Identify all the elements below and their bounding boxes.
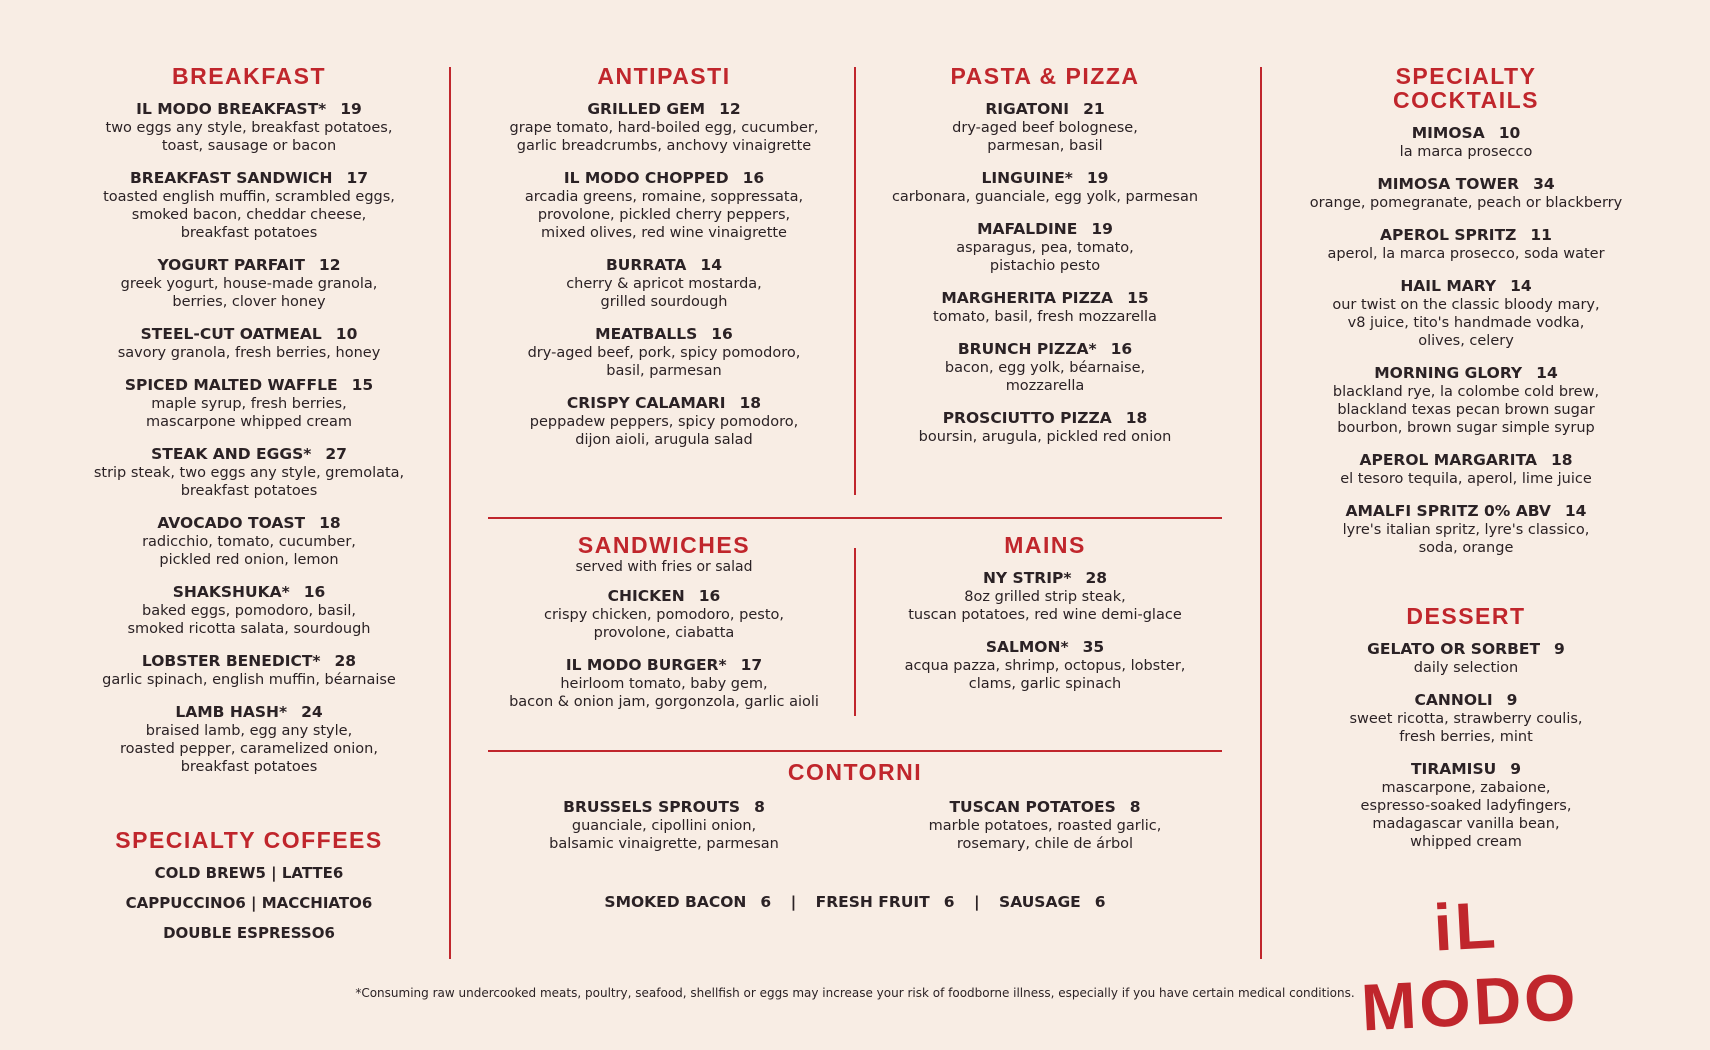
menu-item xyxy=(488,325,840,380)
item-name: CHICKEN xyxy=(607,587,685,605)
section-title: BREAKFAST xyxy=(171,63,327,89)
menu-item xyxy=(488,169,840,242)
item-description: arcadia greens, romaine, soppressata, provolone, pickled cherry peppers, mixed olives, red wine vinaigrette xyxy=(524,189,804,241)
menu-item xyxy=(82,256,416,311)
item-head xyxy=(488,798,840,817)
item-price: 15 xyxy=(351,376,374,394)
item-head xyxy=(1296,640,1636,659)
item-description: lyre's italian spritz, lyre's classico, soda, orange xyxy=(1342,522,1590,556)
item-head xyxy=(82,256,416,275)
menu-item xyxy=(1296,364,1636,437)
menu-item xyxy=(82,445,416,500)
contorni-section xyxy=(488,760,1222,796)
menu-item xyxy=(1296,502,1636,557)
item-name: AVOCADO TOAST xyxy=(157,514,306,532)
menu-item xyxy=(82,100,416,155)
menu-item xyxy=(82,652,416,689)
item-name: BRUNCH PIZZA* xyxy=(957,340,1097,358)
menu-item xyxy=(1296,691,1636,746)
item-description: blackland rye, la colombe cold brew, blackland texas pecan brown sugar bourbon, brown sugar simple syrup xyxy=(1332,384,1600,436)
item-price: 17 xyxy=(740,656,763,674)
menu-item xyxy=(874,220,1216,275)
item-price: 28 xyxy=(334,652,357,670)
coffee-line xyxy=(82,858,416,888)
item-name: RIGATONI xyxy=(985,100,1070,118)
footnote: *Consuming raw undercooked meats, poultry, seafood, shellfish or eggs may increase your risk of foodborne illness, especially if you have certain medical conditions. xyxy=(355,986,1355,1000)
item-head xyxy=(82,376,416,395)
breakfast-section xyxy=(82,64,416,790)
divider-horizontal-top xyxy=(488,517,1222,519)
menu-item xyxy=(1296,226,1636,263)
item-name: IL MODO CHOPPED xyxy=(563,169,729,187)
item-description: strip steak, two eggs any style, gremolata, breakfast potatoes xyxy=(93,465,405,499)
coffee-line xyxy=(82,918,416,948)
menu-item xyxy=(82,169,416,242)
item-head xyxy=(82,652,416,671)
item-price: 14 xyxy=(1536,364,1558,382)
item-price: 9 xyxy=(1510,760,1521,778)
menu-item xyxy=(82,376,416,431)
item-head xyxy=(488,656,840,675)
menu-item xyxy=(488,798,840,853)
menu-item xyxy=(1296,640,1636,677)
item-description: toasted english muffin, scrambled eggs, smoked bacon, cheddar cheese, breakfast potatoes xyxy=(103,189,395,241)
item-description: orange, pomegranate, peach or blackberry xyxy=(1309,195,1623,211)
item-head xyxy=(874,569,1216,588)
item-price: 28 xyxy=(1085,569,1108,587)
item-head xyxy=(82,703,416,722)
item-name: TUSCAN POTATOES xyxy=(949,798,1116,816)
menu-item xyxy=(82,514,416,569)
item-name: LOBSTER BENEDICT* xyxy=(141,652,321,670)
item-description: radicchio, tomato, cucumber, pickled red onion, lemon xyxy=(142,534,356,568)
coffee-name: LATTE xyxy=(281,864,333,882)
item-name: IL MODO BURGER* xyxy=(565,656,727,674)
menu-item xyxy=(874,289,1216,326)
item-price: 27 xyxy=(325,445,347,463)
item-description: mascarpone, zabaione, espresso-soaked ladyfingers, madagascar vanilla bean, whipped cream xyxy=(1360,780,1572,850)
item-name: IL MODO BREAKFAST* xyxy=(136,100,327,118)
item-price: 14 xyxy=(1564,502,1587,520)
item-description: our twist on the classic bloody mary, v8 juice, tito's handmade vodka, olives, celery xyxy=(1332,297,1600,349)
item-name: GELATO OR SORBET xyxy=(1367,640,1541,658)
item-price: 12 xyxy=(318,256,341,274)
item-description: peppadew peppers, spicy pomodoro, dijon aioli, arugula salad xyxy=(529,414,799,448)
item-head xyxy=(82,100,416,119)
item-name: LINGUINE* xyxy=(981,169,1073,187)
side-price: 6 xyxy=(1094,893,1106,911)
item-head xyxy=(488,169,840,188)
item-name: MIMOSA xyxy=(1411,124,1485,142)
item-name: CRISPY CALAMARI xyxy=(566,394,726,412)
item-head xyxy=(1296,277,1636,296)
section-subtitle: served with fries or salad xyxy=(575,559,753,575)
item-price: 34 xyxy=(1533,175,1555,193)
coffee-name: MACCHIATO xyxy=(261,894,362,912)
item-price: 14 xyxy=(1510,277,1532,295)
item-name: SPICED MALTED WAFFLE xyxy=(124,376,338,394)
section-title: CONTORNI xyxy=(787,759,923,785)
item-description: guanciale, cipollini onion, balsamic vinaigrette, parmesan xyxy=(549,818,779,852)
item-price: 16 xyxy=(1110,340,1133,358)
item-description: carbonara, guanciale, egg yolk, parmesan xyxy=(891,189,1199,205)
item-head xyxy=(874,340,1216,359)
item-head xyxy=(1296,502,1636,521)
side-price: 6 xyxy=(760,893,772,911)
item-head xyxy=(488,256,840,275)
item-head xyxy=(874,638,1216,657)
item-head xyxy=(82,325,416,344)
coffee-price: 5 xyxy=(255,864,266,882)
item-name: BURRATA xyxy=(605,256,687,274)
item-description: cherry & apricot mostarda, grilled sourdough xyxy=(566,276,762,310)
item-head xyxy=(1296,451,1636,470)
item-name: MAFALDINE xyxy=(977,220,1078,238)
item-price: 8 xyxy=(1129,798,1141,816)
separator: | xyxy=(790,893,797,911)
side-name: FRESH FRUIT xyxy=(815,893,930,911)
item-price: 8 xyxy=(754,798,765,816)
item-price: 11 xyxy=(1530,226,1552,244)
item-price: 14 xyxy=(700,256,722,274)
menu-item xyxy=(874,409,1216,446)
coffees-section xyxy=(82,828,416,948)
item-description: la marca prosecco xyxy=(1399,144,1533,160)
sides-line xyxy=(488,893,1222,911)
menu-item xyxy=(1296,277,1636,350)
divider-left xyxy=(449,67,451,959)
item-price: 9 xyxy=(1506,691,1518,709)
item-name: LAMB HASH* xyxy=(175,703,288,721)
coffee-name: DOUBLE ESPRESSO xyxy=(163,924,325,942)
item-head xyxy=(874,289,1216,308)
item-price: 18 xyxy=(1125,409,1148,427)
item-head xyxy=(488,100,840,119)
menu-item xyxy=(1296,760,1636,851)
item-price: 19 xyxy=(1086,169,1109,187)
divider-center-top xyxy=(854,67,856,495)
menu-list xyxy=(488,587,840,711)
menu-list xyxy=(1296,640,1636,851)
item-name: TIRAMISU xyxy=(1410,760,1497,778)
separator: | xyxy=(251,894,257,912)
item-head xyxy=(874,100,1216,119)
item-description: marble potatoes, roasted garlic, rosemary, chile de árbol xyxy=(928,818,1162,852)
menu-item xyxy=(874,340,1216,395)
menu-list xyxy=(488,100,840,449)
item-price: 17 xyxy=(346,169,369,187)
item-name: BRUSSELS SPROUTS xyxy=(563,798,741,816)
antipasti-section xyxy=(488,64,840,463)
item-name: SALMON* xyxy=(985,638,1069,656)
item-description: daily selection xyxy=(1413,660,1519,676)
item-price: 18 xyxy=(1550,451,1573,469)
item-description: garlic spinach, english muffin, béarnaise xyxy=(102,672,396,688)
item-price: 19 xyxy=(340,100,362,118)
item-price: 18 xyxy=(319,514,341,532)
coffee-line xyxy=(82,888,416,918)
item-price: 10 xyxy=(335,325,358,343)
mains-section xyxy=(874,533,1216,707)
contorni-item-right xyxy=(874,798,1216,867)
item-description: savory granola, fresh berries, honey xyxy=(117,345,381,361)
section-title: DESSERT xyxy=(1406,603,1526,629)
item-head xyxy=(1296,760,1636,779)
item-description: maple syrup, fresh berries, mascarpone whipped cream xyxy=(146,396,352,430)
item-name: BREAKFAST SANDWICH xyxy=(129,169,333,187)
item-head xyxy=(1296,364,1636,383)
item-description: sweet ricotta, strawberry coulis, fresh berries, mint xyxy=(1349,711,1583,745)
item-description: bacon, egg yolk, béarnaise, mozzarella xyxy=(944,360,1146,394)
menu-item xyxy=(488,394,840,449)
coffee-price: 6 xyxy=(361,894,373,912)
item-name: HAIL MARY xyxy=(1400,277,1497,295)
coffee-price: 6 xyxy=(332,864,344,882)
coffee-name: CAPPUCCINO xyxy=(125,894,236,912)
item-name: PROSCIUTTO PIZZA xyxy=(942,409,1112,427)
item-head xyxy=(82,514,416,533)
item-name: SHAKSHUKA* xyxy=(172,583,290,601)
item-price: 19 xyxy=(1091,220,1113,238)
item-price: 10 xyxy=(1498,124,1521,142)
menu-item xyxy=(874,100,1216,155)
menu-item xyxy=(82,583,416,638)
item-description: crispy chicken, pomodoro, pesto, provolone, ciabatta xyxy=(543,607,784,641)
separator: | xyxy=(973,893,980,911)
item-head xyxy=(82,583,416,602)
item-description: aperol, la marca prosecco, soda water xyxy=(1327,246,1605,262)
side-price: 6 xyxy=(943,893,955,911)
menu-item xyxy=(488,587,840,642)
item-head xyxy=(488,587,840,606)
item-description: tomato, basil, fresh mozzarella xyxy=(933,309,1157,325)
item-description: dry-aged beef bolognese, parmesan, basil xyxy=(952,120,1138,154)
item-head xyxy=(488,394,840,413)
item-description: two eggs any style, breakfast potatoes, toast, sausage or bacon xyxy=(105,120,393,154)
coffee-price: 6 xyxy=(324,924,335,942)
item-name: NY STRIP* xyxy=(982,569,1072,587)
cocktails-section xyxy=(1296,64,1636,571)
item-head xyxy=(874,220,1216,239)
side-name: SMOKED BACON xyxy=(604,893,747,911)
item-head xyxy=(874,169,1216,188)
menu-item xyxy=(82,703,416,776)
item-name: MORNING GLORY xyxy=(1374,364,1523,382)
menu-list xyxy=(874,100,1216,446)
item-name: CANNOLI xyxy=(1414,691,1493,709)
item-price: 16 xyxy=(711,325,733,343)
item-head xyxy=(1296,691,1636,710)
menu-item xyxy=(874,569,1216,624)
item-price: 24 xyxy=(301,703,323,721)
sandwiches-section xyxy=(488,533,840,725)
divider-center-mid xyxy=(854,548,856,716)
item-name: MEATBALLS xyxy=(595,325,698,343)
item-price: 18 xyxy=(739,394,762,412)
item-name: STEEL-CUT OATMEAL xyxy=(140,325,322,343)
menu-item xyxy=(488,100,840,155)
item-name: APEROL MARGARITA xyxy=(1359,451,1537,469)
pasta-section xyxy=(874,64,1216,460)
menu-item xyxy=(874,638,1216,693)
item-description: baked eggs, pomodoro, basil, smoked ricotta salata, sourdough xyxy=(127,603,371,637)
item-description: 8oz grilled strip steak, tuscan potatoes, red wine demi-glace xyxy=(908,589,1182,623)
menu-item xyxy=(1296,175,1636,212)
item-price: 12 xyxy=(719,100,741,118)
item-price: 16 xyxy=(303,583,326,601)
item-head xyxy=(488,325,840,344)
coffee-name: COLD BREW xyxy=(154,864,256,882)
section-title: SANDWICHES xyxy=(577,532,751,558)
item-price: 35 xyxy=(1082,638,1105,656)
item-head xyxy=(82,445,416,464)
section-title: SPECIALTY COCKTAILS xyxy=(1393,63,1539,113)
section-title: MAINS xyxy=(1004,532,1086,558)
coffee-price: 6 xyxy=(235,894,246,912)
section-title: SPECIALTY COFFEES xyxy=(115,827,383,853)
item-head xyxy=(1296,226,1636,245)
menu-item xyxy=(488,656,840,711)
item-name: MARGHERITA PIZZA xyxy=(941,289,1114,307)
item-price: 9 xyxy=(1554,640,1565,658)
dessert-section xyxy=(1296,604,1636,865)
menu-list xyxy=(82,100,416,776)
item-price: 15 xyxy=(1127,289,1149,307)
item-description: greek yogurt, house-made granola, berries, clover honey xyxy=(120,276,378,310)
menu-item xyxy=(1296,124,1636,161)
item-description: grape tomato, hard-boiled egg, cucumber, garlic breadcrumbs, anchovy vinaigrette xyxy=(509,120,819,154)
menu-item xyxy=(488,256,840,311)
item-head xyxy=(82,169,416,188)
contorni-item-left xyxy=(488,798,840,867)
item-head xyxy=(874,409,1216,428)
divider-horizontal-bottom xyxy=(488,750,1222,752)
menu-item xyxy=(874,798,1216,853)
item-price: 16 xyxy=(742,169,765,187)
menu-item xyxy=(1296,451,1636,488)
item-description: braised lamb, egg any style, roasted pepper, caramelized onion, breakfast potatoes xyxy=(120,723,378,775)
item-name: GRILLED GEM xyxy=(587,100,706,118)
item-name: AMALFI SPRITZ 0% ABV xyxy=(1345,502,1551,520)
menu-item xyxy=(874,169,1216,206)
section-title: ANTIPASTI xyxy=(597,63,731,89)
item-description: el tesoro tequila, aperol, lime juice xyxy=(1340,471,1592,487)
menu-item xyxy=(82,325,416,362)
item-head xyxy=(1296,124,1636,143)
menu-list xyxy=(874,569,1216,693)
item-description: asparagus, pea, tomato, pistachio pesto xyxy=(956,240,1134,274)
divider-right xyxy=(1260,67,1262,959)
il-modo-logo: iL MODO xyxy=(1359,887,1581,1045)
item-price: 21 xyxy=(1083,100,1105,118)
item-name: APEROL SPRITZ xyxy=(1380,226,1517,244)
menu-list xyxy=(1296,124,1636,557)
section-title: PASTA & PIZZA xyxy=(950,63,1140,89)
item-name: YOGURT PARFAIT xyxy=(157,256,305,274)
item-name: STEAK AND EGGS* xyxy=(151,445,312,463)
item-price: 16 xyxy=(698,587,721,605)
item-head xyxy=(1296,175,1636,194)
item-description: dry-aged beef, pork, spicy pomodoro, basil, parmesan xyxy=(527,345,801,379)
item-name: MIMOSA TOWER xyxy=(1377,175,1520,193)
side-name: SAUSAGE xyxy=(999,893,1081,911)
item-description: heirloom tomato, baby gem, bacon & onion jam, gorgonzola, garlic aioli xyxy=(509,676,819,710)
item-head xyxy=(874,798,1216,817)
item-description: boursin, arugula, pickled red onion xyxy=(918,429,1172,445)
item-description: acqua pazza, shrimp, octopus, lobster, clams, garlic spinach xyxy=(904,658,1186,692)
separator: | xyxy=(271,864,277,882)
